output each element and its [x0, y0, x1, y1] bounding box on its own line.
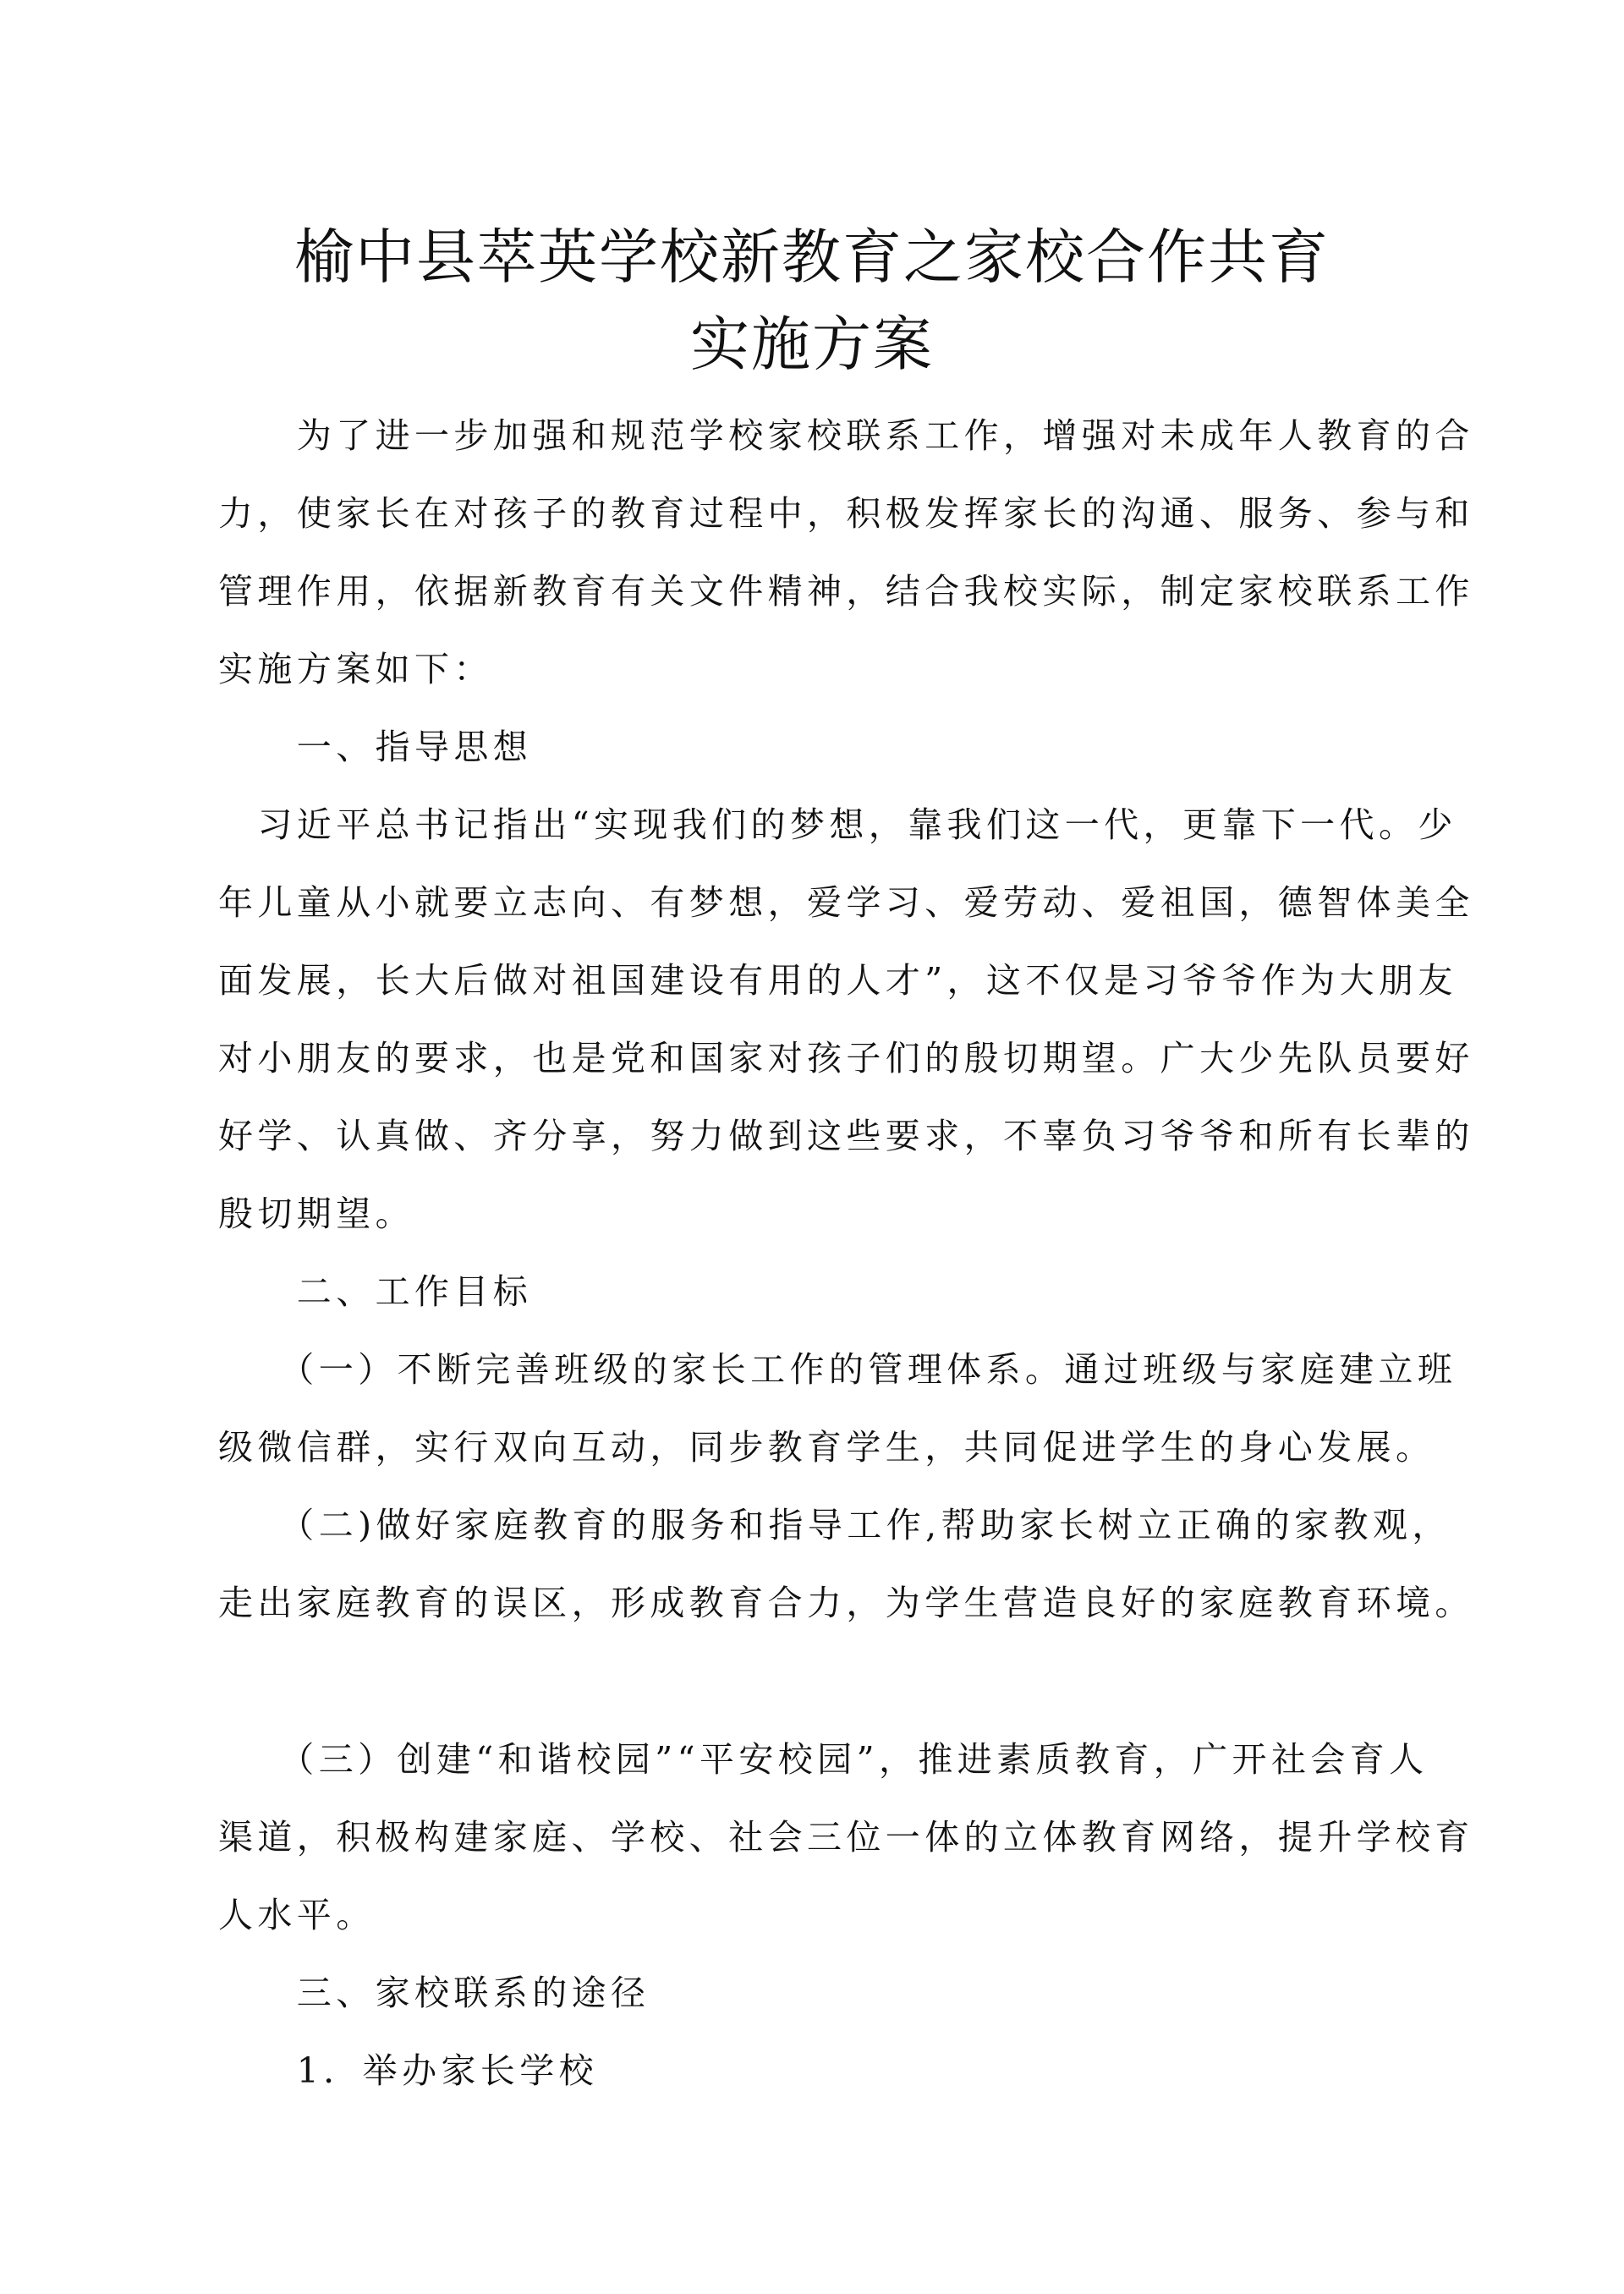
- paragraph-line: 好学、认真做、齐分享，努力做到这些要求，不辜负习爷爷和所有长辈的: [218, 1116, 1474, 1156]
- document-title-line-2: 实施方案: [690, 310, 934, 379]
- paragraph-line: 殷切期望。: [218, 1194, 414, 1234]
- section-heading: 三、家校联系的途径: [218, 1973, 650, 2013]
- paragraph-line: 走出家庭教育的误区，形成教育合力，为学生营造良好的家庭教育环境。: [218, 1583, 1474, 1623]
- paragraph-line: 为了进一步加强和规范学校家校联系工作，增强对未成年人教育的合: [218, 415, 1474, 456]
- paragraph-line: 对小朋友的要求，也是党和国家对孩子们的殷切期望。广大少先队员要好: [218, 1038, 1474, 1078]
- paragraph-line: （一）不断完善班级的家长工作的管理体系。通过班级与家庭建立班: [218, 1349, 1457, 1390]
- paragraph-line: 面发展，长大后做对祖国建设有用的人才”，这不仅是习爷爷作为大朋友: [218, 960, 1457, 1001]
- paragraph-line: 习近平总书记指出“实现我们的梦想，靠我们这一代，更靠下一代。少: [218, 804, 1457, 845]
- paragraph-line: 管理作用，依据新教育有关文件精神，结合我校实际，制定家校联系工作: [218, 571, 1474, 612]
- paragraph-line: 人水平。: [218, 1895, 376, 1935]
- section-heading: 二、工作目标: [218, 1271, 533, 1312]
- paragraph-line: （二)做好家庭教育的服务和指导工作,帮助家长树立正确的家教观，: [218, 1505, 1451, 1545]
- paragraph-line: 级微信群，实行双向互动，同步教育学生，共同促进学生的身心发展。: [218, 1427, 1435, 1468]
- section-heading: 一、指导思想: [218, 727, 533, 767]
- paragraph-line: （三）创建“和谐校园”“平安校园”，推进素质教育，广开社会育人: [218, 1739, 1429, 1780]
- document-title-line-1: 榆中县萃英学校新教育之家校合作共育: [294, 222, 1330, 292]
- paragraph-line: 年儿童从小就要立志向、有梦想，爱学习、爱劳动、爱祖国，德智体美全: [218, 882, 1474, 923]
- subsection-heading: 1．举办家长学校: [218, 2050, 599, 2091]
- paragraph-line: 力，使家长在对孩子的教育过程中，积极发挥家长的沟通、服务、参与和: [218, 493, 1474, 534]
- paragraph-line: 渠道，积极构建家庭、学校、社会三位一体的立体教育网络，提升学校育: [218, 1817, 1474, 1858]
- paragraph-line: 实施方案如下：: [218, 649, 493, 689]
